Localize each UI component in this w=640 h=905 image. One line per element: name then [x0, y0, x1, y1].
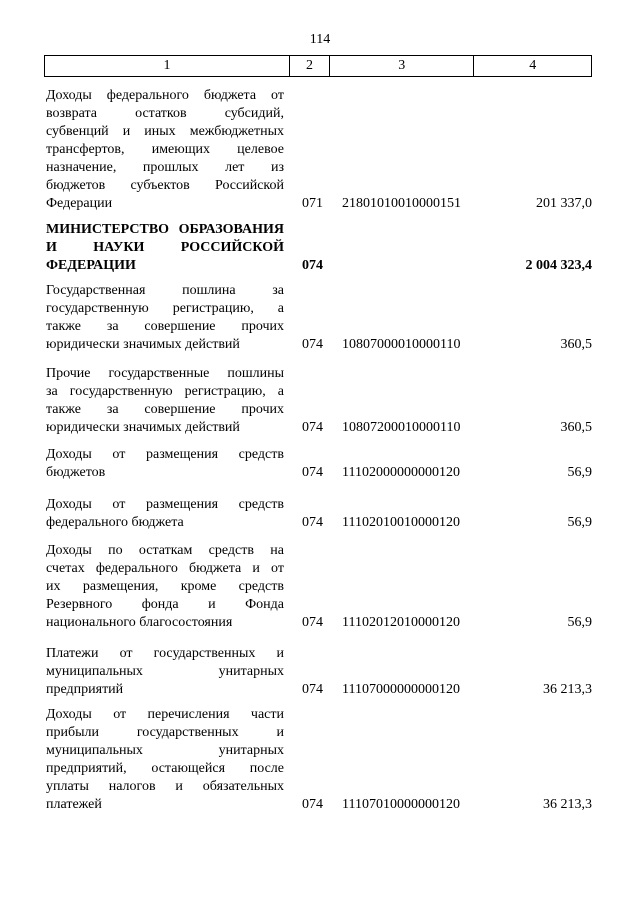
row-admin-code: 074: [302, 515, 323, 530]
table-row: [46, 645, 592, 699]
row-budget-code: 11107000000000120: [342, 682, 460, 697]
description-line: юридически значимых действий: [46, 337, 240, 352]
header-col-2: 2: [290, 56, 330, 76]
row-amount: 360,5: [560, 420, 592, 435]
row-amount: 2 004 323,4: [525, 258, 592, 273]
description-line: государственную регистрацию, а: [46, 301, 284, 316]
row-description: [46, 221, 284, 275]
header-col-4: 4: [529, 58, 537, 73]
description-line: национального благосостояния: [46, 615, 233, 630]
description-line: Федерации: [46, 196, 113, 211]
row-admin-code: 074: [302, 797, 323, 812]
row-admin-code: 074: [302, 258, 323, 273]
table-row: [46, 365, 592, 437]
description-line: Доходы федерального бюджета от: [46, 88, 284, 103]
row-budget-code: 11107010000000120: [342, 797, 460, 812]
row-amount: 56,9: [567, 465, 592, 480]
description-line: счетах федерального бюджета и от: [46, 561, 284, 576]
description-line: муниципальных унитарных: [46, 743, 284, 758]
description-line: возврата остатков субсидий,: [46, 106, 284, 121]
description-line: Государственная пошлина за: [46, 283, 284, 298]
description-line: прибыли государственных и: [46, 725, 284, 740]
description-line: их размещения, кроме средств: [46, 579, 284, 594]
table-row: [46, 221, 592, 275]
table-row: [46, 446, 592, 482]
description-line: бюджетов: [46, 465, 106, 480]
row-budget-code: 11102010010000120: [342, 515, 460, 530]
row-description: [46, 542, 284, 632]
row-description: [46, 496, 284, 532]
description-line: Доходы по остаткам средств на: [46, 543, 284, 558]
description-line: платежей: [46, 797, 102, 812]
row-amount: 56,9: [567, 515, 592, 530]
row-amount: 36 213,3: [543, 682, 592, 697]
row-budget-code: 10807200010000110: [342, 420, 461, 435]
description-line: за государственную регистрацию, а: [46, 384, 284, 399]
row-admin-code: 071: [302, 196, 323, 211]
description-line: юридически значимых действий: [46, 420, 240, 435]
row-amount: 56,9: [567, 615, 592, 630]
description-line: Прочие государственные пошлины: [46, 366, 284, 381]
description-line: Резервного фонда и Фонда: [46, 597, 284, 612]
description-line: предприятий, остающейся после: [46, 761, 284, 776]
header-col-1: 1: [45, 56, 290, 76]
description-line: Доходы от размещения средств: [46, 447, 284, 462]
row-admin-code: 074: [302, 465, 323, 480]
row-amount: 36 213,3: [543, 797, 592, 812]
table-header: [44, 55, 592, 77]
page-number: 114: [309, 32, 331, 47]
description-line: предприятий: [46, 682, 124, 697]
table-row: [46, 87, 592, 213]
row-admin-code: 074: [302, 682, 323, 697]
row-admin-code: 074: [302, 420, 323, 435]
description-line: федерального бюджета: [46, 515, 184, 530]
row-description: [46, 365, 284, 437]
description-line: ФЕДЕРАЦИИ: [46, 258, 136, 273]
description-line: субвенций и иных межбюджетных: [46, 124, 284, 139]
row-budget-code: 11102012010000120: [342, 615, 460, 630]
description-line: также за совершение прочих: [46, 402, 284, 417]
table-row: [46, 706, 592, 814]
description-line: Доходы от размещения средств: [46, 497, 284, 512]
description-line: также за совершение прочих: [46, 319, 284, 334]
description-line: уплаты налогов и обязательных: [46, 779, 284, 794]
description-line: Доходы от перечисления части: [46, 707, 284, 722]
header-col-3: 3: [330, 56, 474, 76]
row-description: [46, 706, 284, 814]
description-line: назначение, прошлых лет из: [46, 160, 284, 175]
row-amount: 201 337,0: [536, 196, 592, 211]
description-line: бюджетов субъектов Российской: [46, 178, 284, 193]
row-admin-code: 074: [302, 337, 323, 352]
row-description: [46, 282, 284, 354]
row-budget-code: 10807000010000110: [342, 337, 461, 352]
row-description: [46, 87, 284, 213]
table-row: [46, 282, 592, 354]
description-line: МИНИСТЕРСТВО ОБРАЗОВАНИЯ: [46, 222, 284, 237]
row-admin-code: 074: [302, 615, 323, 630]
description-line: И НАУКИ РОССИЙСКОЙ: [46, 240, 284, 255]
description-line: Платежи от государственных и: [46, 646, 284, 661]
row-amount: 360,5: [560, 337, 592, 352]
row-description: [46, 446, 284, 482]
row-budget-code: 11102000000000120: [342, 465, 460, 480]
table-row: [46, 542, 592, 632]
description-line: муниципальных унитарных: [46, 664, 284, 679]
description-line: трансфертов, имеющих целевое: [46, 142, 284, 157]
row-description: [46, 645, 284, 699]
table-row: [46, 496, 592, 532]
row-budget-code: 21801010010000151: [342, 196, 461, 211]
